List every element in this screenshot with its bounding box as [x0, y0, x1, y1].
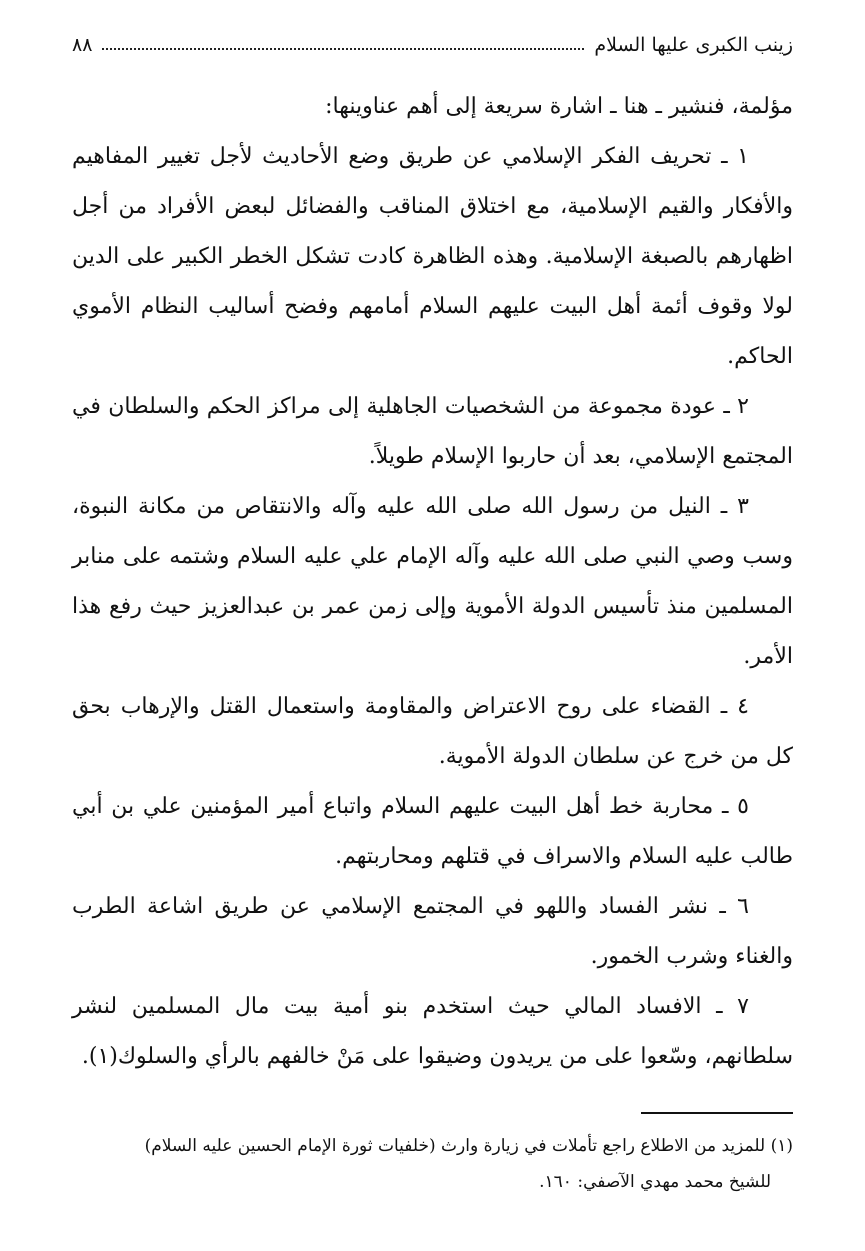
list-item-6: ٦ ـ نشر الفساد واللهو في المجتمع الإسلامي عن طريق اشاعة الطرب والغناء وشرب الخمور. — [72, 894, 793, 969]
list-item-5: ٥ ـ محاربة خط أهل البيت عليهم السلام واتباع أمير المؤمنين علي بن أبي طالب عليه السلام والاسراف في قتلهم ومحاربتهم. — [72, 794, 793, 869]
intro-paragraph: مؤلمة، فنشير ـ هنا ـ اشارة سريعة إلى أهم عناوينها: — [325, 94, 793, 119]
list-item-2: ٢ ـ عودة مجموعة من الشخصيات الجاهلية إلى مراكز الحكم والسلطان في المجتمع الإسلامي، بعد أن حاربوا الإسلام طويلاً. — [72, 394, 793, 469]
list-item-4: ٤ ـ القضاء على روح الاعتراض والمقاومة واستعمال القتل والإرهاب بحق كل من خرج عن سلطان الدولة الأموية. — [72, 694, 793, 769]
footnote — [72, 1128, 793, 1200]
footnote-line-2: للشيخ محمد مهدي الآصفي: ١٦٠. — [539, 1172, 771, 1192]
footnote-separator — [641, 1112, 793, 1114]
list-item-3: ٣ ـ النيل من رسول الله صلى الله عليه وآله والانتقاص من مكانة النبوة، وسب وصي النبي صلى الله عليه وآله الإمام علي عليه السلام وشتمه على منابر المسلمين منذ تأسيس الدولة الأموية وإلى زمن عمر بن عبدالعزيز حيث رفع هذا الأمر. — [72, 494, 793, 669]
page-number: ٨٨ — [72, 34, 93, 56]
body-text — [72, 82, 793, 1082]
list-item-1: ١ ـ تحريف الفكر الإسلامي عن طريق وضع الأحاديث لأجل تغيير المفاهيم والأفكار والقيم الإسلامية، مع اختلاق المناقب والفضائل لبعض الأفراد من أجل اظهارهم بالصبغة الإسلامية. وهذه الظاهرة كادت تشكل الخطر الكبير على الدين لولا وقوف أئمة أهل البيت عليهم السلام أمامهم وفضح أساليب النظام الأموي الحاكم. — [72, 144, 793, 369]
list-item-7: ٧ ـ الافساد المالي حيث استخدم بنو أمية بيت مال المسلمين لنشر سلطانهم، وسّعوا على من يريدون وضيقوا على مَنْ خالفهم بالرأي والسلوك(١). — [72, 994, 793, 1069]
footnote-line-1: (١) للمزيد من الاطلاع راجع تأملات في زيارة وارث (خلفيات ثورة الإمام الحسين عليه السلام) — [144, 1136, 793, 1156]
running-title: زينب الكبرى عليها السلام — [594, 34, 793, 56]
running-header — [72, 30, 793, 60]
header-dot-leader — [102, 48, 584, 50]
